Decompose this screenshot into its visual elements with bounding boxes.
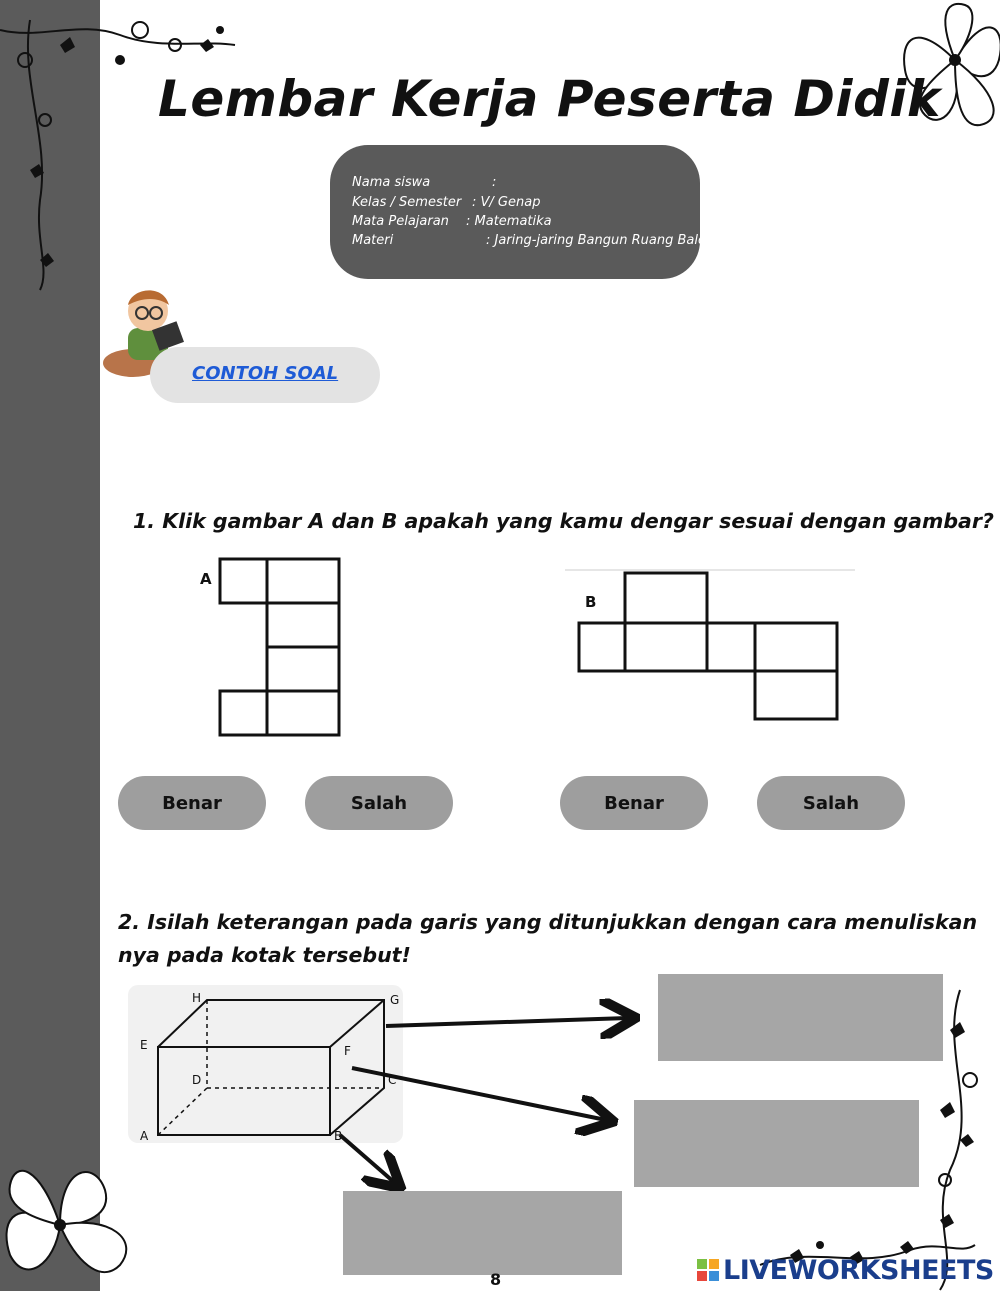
question-2-line-2: nya pada kotak tersebut! — [118, 943, 411, 967]
flower-decoration-bottom-left — [0, 1145, 160, 1295]
vertex-label: A — [140, 1129, 149, 1143]
contoh-soal-link[interactable]: CONTOH SOAL — [192, 363, 339, 384]
floral-decoration-top-left — [0, 0, 260, 300]
net-b-label: B — [585, 593, 597, 611]
net-b-benar-button[interactable]: Benar — [560, 776, 708, 830]
cuboid-diagram — [128, 985, 408, 1150]
vertex-label: G — [390, 993, 400, 1007]
liveworksheets-brand[interactable] — [697, 1255, 994, 1286]
net-a-salah-button[interactable]: Salah — [305, 776, 453, 830]
net-a-image[interactable] — [200, 555, 340, 755]
info-value: : — [492, 175, 497, 190]
vertex-label: D — [192, 1073, 202, 1087]
info-row-name — [352, 175, 497, 190]
info-value: : Jaring-jaring Bangun Ruang Balok — [486, 233, 714, 248]
page-title: Lembar Kerja Peserta Didik — [158, 70, 941, 128]
liveworksheets-logo-icon — [697, 1259, 719, 1281]
info-label: Kelas / Semester — [352, 195, 462, 210]
student-info-box — [330, 145, 714, 279]
vertex-label: H — [192, 991, 202, 1005]
answer-box-3[interactable] — [343, 1191, 622, 1275]
info-label: Mata Pelajaran — [352, 214, 449, 229]
vertex-label: B — [334, 1129, 343, 1143]
net-a-label: A — [200, 570, 212, 588]
net-b-image[interactable] — [565, 568, 865, 728]
info-row-class — [352, 195, 541, 210]
question-1-text: 1. Klik gambar A dan B apakah yang kamu dengar sesuai dengan gambar? — [133, 509, 994, 533]
info-row-subject — [352, 214, 552, 229]
vertex-label: F — [344, 1044, 351, 1058]
contoh-soal-pill — [150, 347, 380, 403]
net-b-salah-button[interactable]: Salah — [757, 776, 905, 830]
info-label: Materi — [352, 233, 394, 248]
info-label: Nama siswa — [352, 175, 431, 190]
vertex-label: C — [388, 1073, 397, 1087]
info-value: : V/ Genap — [472, 195, 541, 210]
net-a-benar-button[interactable]: Benar — [118, 776, 266, 830]
info-row-material — [352, 233, 714, 248]
answer-box-2[interactable] — [634, 1100, 919, 1187]
question-2-line-1: 2. Isilah keterangan pada garis yang ditunjukkan dengan cara menuliskan — [118, 910, 978, 934]
page-number: 8 — [490, 1270, 502, 1289]
brand-name: LIVEWORKSHEETS — [723, 1255, 994, 1286]
vertex-label: E — [140, 1038, 148, 1052]
info-value: : Matematika — [466, 214, 552, 229]
